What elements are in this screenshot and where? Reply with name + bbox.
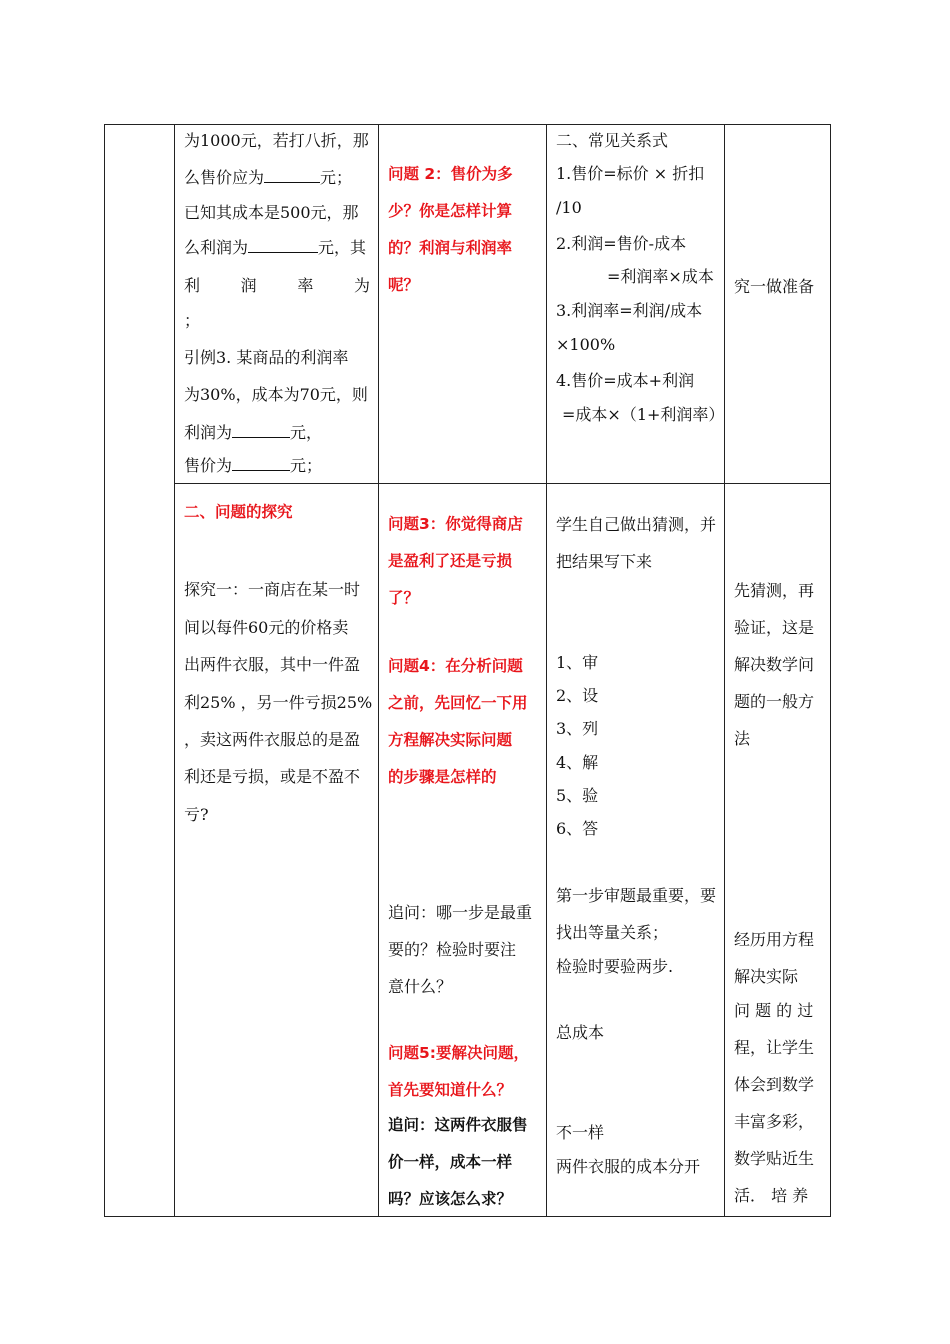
row1-formula-cell [556,128,725,428]
text-fragment: 么利润为 [184,238,249,257]
text-line: 为1000元，若打八折，那 [184,131,369,150]
intent-line: 验证，这是 [734,618,815,637]
question-line: 呢？ [388,276,420,294]
table-divider-col3 [546,124,547,1217]
row2-question-cell [388,512,540,1208]
text-fragment: 元； [320,168,353,187]
followup-line: 吗？应该怎么求？ [388,1190,513,1208]
formula-line: 1.售价=标价 × 折扣 [556,164,705,183]
text-line: 利还是亏损，或是不盈不 [184,767,361,786]
intent-line: 法 [734,729,751,748]
answer-blank [232,456,290,471]
text-line: 探究一：一商店在某一时 [184,580,361,599]
formula-line: =利润率×成本 [607,267,714,286]
followup-line: 追问：哪一步是最重 [388,903,533,922]
question-line: 方程解决实际问题 [388,731,513,749]
table-border-top [104,124,831,125]
text-line [184,453,322,476]
row1-content-cell [184,128,372,478]
text-line: 利25% ，另一件亏损25% [184,693,373,712]
table-border-bottom [104,1216,831,1217]
row2-intent-cell [734,578,826,1208]
formula-line: 3.利润率=利润/成本 [556,301,703,320]
text-char: 润 [240,276,257,295]
answer-blank [232,423,290,438]
text-line: 不一样 [556,1123,605,1142]
text-line: ，卖这两件衣服总的是盈 [184,730,361,749]
formula-line: 2.利润=售价-成本 [556,234,687,253]
intent-line: 数学贴近生 [734,1149,815,1168]
text-line: 已知其成本是500元，那 [184,203,359,222]
table-row-divider [174,483,831,484]
table-border-left [104,124,105,1217]
answer-blank [248,238,318,253]
text-fragment: 售价为 [184,456,233,475]
text-char: 率 [297,276,314,295]
answer-blank [264,168,320,183]
text-line: 引例3. 某商品的利润率 [184,348,349,367]
section-heading: 二、问题的探究 [184,503,293,521]
text-line [184,235,366,258]
text-line: 学生自己做出猜测，并 [556,515,717,534]
text-fragment: 元； [290,456,323,475]
row2-content-cell [184,500,373,824]
text-line: 为30%，成本为70元，则 [184,385,368,404]
question-line: 了？ [388,589,420,607]
intent-line: 程，让学生 [734,1038,815,1057]
intent-line: 丰富多彩， [734,1112,815,1131]
table-border-right [830,124,831,1217]
intent-line: 解决数学问 [734,655,815,674]
intent-line: 究一做准备 [734,277,815,296]
formula-line: =成本×（1+利润率） [562,405,725,424]
step-item: 4、解 [556,753,599,772]
step-item: 1、审 [556,653,599,672]
intent-line: 经历用方程 [734,930,815,949]
text-line: 总成本 [556,1023,605,1042]
intent-line: 题的一般方 [734,692,815,711]
text-fragment: 元， [290,423,323,442]
question-line: 问题4：在分析问题 [388,657,523,675]
text-line: 间以每件60元的价格卖 [184,618,349,637]
intent-line: 活． 培 养 [734,1186,809,1205]
formula-line: 4.售价=成本+利润 [556,371,695,390]
formula-line: ×100% [556,335,616,354]
question-line: 之前，先回忆一下用 [388,694,528,712]
text-line: 把结果写下来 [556,552,653,571]
question-line: 的？利润与利润率 [388,239,513,257]
text-fragment: 元，其 [318,238,367,257]
step-item: 3、列 [556,719,599,738]
question-line: 首先要知道什么？ [388,1081,513,1099]
question-line: 的步骤是怎样的 [388,768,497,786]
row2-student-cell [556,512,720,1202]
text-line [184,420,322,443]
text-line [184,165,352,188]
text-line: 出两件衣服，其中一件盈 [184,655,361,674]
intent-line: 解决实际 [734,967,799,986]
row1-question-cell [388,162,540,312]
followup-line: 追问：这两件衣服售 [388,1116,528,1134]
table-divider-col4 [724,124,725,1217]
question-line: 问题 2：售价为多 [388,165,513,183]
step-item: 6、答 [556,819,599,838]
text-line: 检验时要验两步. [556,957,674,976]
text-line: 亏? [184,805,209,824]
intent-line: 先猜测，再 [734,581,815,600]
text-line: 两件衣服的成本分开 [556,1157,701,1176]
text-char: 为 [353,276,370,295]
table-divider-col1 [174,124,175,1217]
row1-intent-cell [734,274,826,298]
followup-line: 要的？检验时要注 [388,940,517,959]
text-line: ； [184,311,201,330]
table-divider-col2 [378,124,379,1217]
text-fragment: 利润为 [184,423,233,442]
justified-text-line [184,273,370,296]
text-line: 第一步审题最重要，要 [556,886,717,905]
followup-line: 意什么？ [388,977,453,996]
formula-heading: 二、常见关系式 [556,131,669,150]
intent-line: 问 题 的 过 [734,1001,814,1020]
formula-line: /10 [556,198,582,217]
text-line: 找出等量关系； [556,923,669,942]
step-item: 2、设 [556,686,599,705]
question-line: 问题3：你觉得商店 [388,515,523,533]
intent-line: 体会到数学 [734,1075,815,1094]
step-item: 5、验 [556,786,599,805]
question-line: 少？你是怎样计算 [388,202,513,220]
text-char: 利 [184,276,201,295]
text-fragment: 么售价应为 [184,168,265,187]
followup-line: 价一样，成本一样 [388,1153,513,1171]
question-line: 是盈利了还是亏损 [388,552,513,570]
question-line: 问题5:要解决问题， [388,1044,529,1062]
